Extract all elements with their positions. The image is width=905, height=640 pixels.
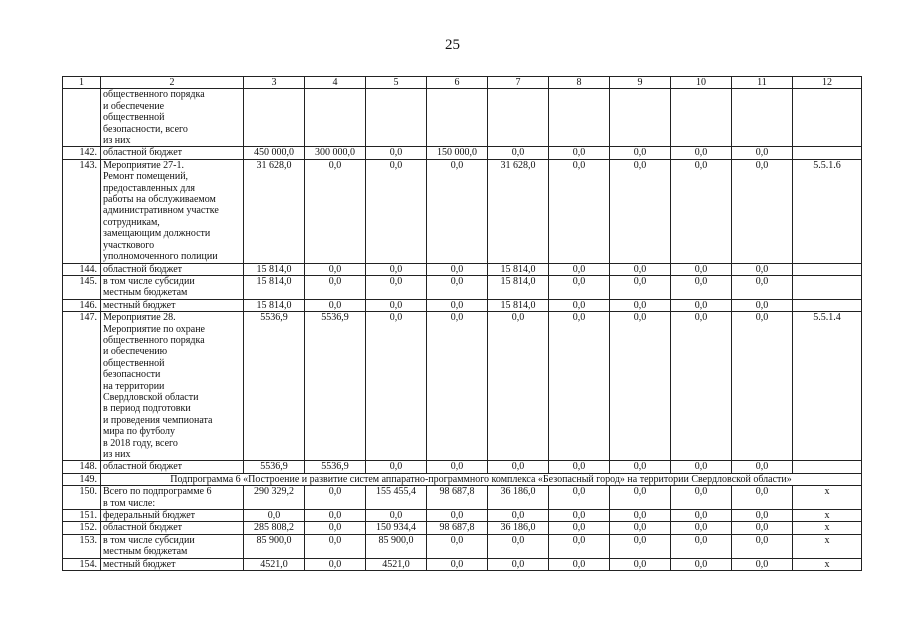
value-cell: x — [793, 486, 862, 510]
value-cell: 0,0 — [488, 510, 549, 522]
value-cell: 0,0 — [732, 263, 793, 275]
value-cell: 5.5.1.4 — [793, 312, 862, 461]
value-cell: 0,0 — [610, 522, 671, 534]
column-header: 1 — [63, 77, 101, 89]
value-cell: x — [793, 534, 862, 558]
row-label: областной бюджет — [101, 461, 244, 473]
value-cell: 0,0 — [549, 299, 610, 311]
value-cell: 0,0 — [305, 522, 366, 534]
table-body — [63, 77, 862, 571]
value-cell: 0,0 — [549, 147, 610, 159]
value-cell: 0,0 — [732, 534, 793, 558]
row-label: местный бюджет — [101, 558, 244, 570]
value-cell: 450 000,0 — [244, 147, 305, 159]
value-cell — [732, 89, 793, 147]
value-cell — [488, 89, 549, 147]
value-cell: 0,0 — [671, 534, 732, 558]
value-cell: 0,0 — [549, 510, 610, 522]
value-cell: 0,0 — [732, 299, 793, 311]
value-cell: 0,0 — [427, 461, 488, 473]
value-cell: 0,0 — [488, 534, 549, 558]
value-cell: 0,0 — [732, 461, 793, 473]
value-cell: 0,0 — [610, 159, 671, 263]
row-number: 145. — [63, 275, 101, 299]
value-cell: 0,0 — [427, 159, 488, 263]
value-cell: 0,0 — [427, 510, 488, 522]
value-cell: 0,0 — [366, 312, 427, 461]
row-label: общественного порядка и обеспечение общественной безопасности, всего из них — [101, 89, 244, 147]
value-cell: 0,0 — [305, 159, 366, 263]
value-cell: 85 900,0 — [366, 534, 427, 558]
value-cell: 0,0 — [732, 312, 793, 461]
value-cell: 0,0 — [427, 312, 488, 461]
value-cell: 0,0 — [610, 558, 671, 570]
row-number: 151. — [63, 510, 101, 522]
table-row — [63, 461, 862, 473]
value-cell: 0,0 — [549, 534, 610, 558]
value-cell: 0,0 — [671, 522, 732, 534]
value-cell: 0,0 — [549, 312, 610, 461]
value-cell: 0,0 — [427, 275, 488, 299]
value-cell: 0,0 — [366, 147, 427, 159]
value-cell: x — [793, 558, 862, 570]
column-header: 6 — [427, 77, 488, 89]
value-cell: 0,0 — [366, 263, 427, 275]
value-cell: 0,0 — [549, 558, 610, 570]
value-cell: 0,0 — [305, 299, 366, 311]
value-cell — [610, 89, 671, 147]
value-cell: 0,0 — [305, 558, 366, 570]
value-cell: 150 934,4 — [366, 522, 427, 534]
value-cell: 0,0 — [488, 558, 549, 570]
row-number: 147. — [63, 312, 101, 461]
value-cell: 36 186,0 — [488, 522, 549, 534]
value-cell: 0,0 — [610, 299, 671, 311]
value-cell: 0,0 — [610, 461, 671, 473]
table-row — [63, 299, 862, 311]
value-cell: x — [793, 510, 862, 522]
column-header: 10 — [671, 77, 732, 89]
value-cell: 300 000,0 — [305, 147, 366, 159]
value-cell: 0,0 — [671, 558, 732, 570]
value-cell: 0,0 — [732, 522, 793, 534]
value-cell: 5536,9 — [244, 461, 305, 473]
value-cell: 31 628,0 — [244, 159, 305, 263]
value-cell: 0,0 — [671, 461, 732, 473]
row-label: областной бюджет — [101, 263, 244, 275]
value-cell — [793, 89, 862, 147]
value-cell: 0,0 — [549, 461, 610, 473]
value-cell: 0,0 — [732, 486, 793, 510]
value-cell: 0,0 — [732, 558, 793, 570]
value-cell: 0,0 — [671, 275, 732, 299]
value-cell: 15 814,0 — [488, 299, 549, 311]
header-row — [63, 77, 862, 89]
value-cell: 0,0 — [671, 263, 732, 275]
value-cell — [549, 89, 610, 147]
value-cell: 0,0 — [366, 461, 427, 473]
row-label: в том числе субсидии местным бюджетам — [101, 534, 244, 558]
row-number: 154. — [63, 558, 101, 570]
table-row — [63, 558, 862, 570]
column-header: 3 — [244, 77, 305, 89]
value-cell: 0,0 — [427, 299, 488, 311]
row-label: в том числе субсидии местным бюджетам — [101, 275, 244, 299]
value-cell: 150 000,0 — [427, 147, 488, 159]
row-label: федеральный бюджет — [101, 510, 244, 522]
column-header: 5 — [366, 77, 427, 89]
value-cell: 0,0 — [732, 275, 793, 299]
row-number: 142. — [63, 147, 101, 159]
value-cell: 0,0 — [671, 147, 732, 159]
value-cell: 0,0 — [671, 312, 732, 461]
value-cell: 15 814,0 — [244, 299, 305, 311]
value-cell: 0,0 — [366, 299, 427, 311]
column-header: 9 — [610, 77, 671, 89]
table-row — [63, 89, 862, 147]
value-cell: 31 628,0 — [488, 159, 549, 263]
page-number: 25 — [445, 37, 460, 53]
value-cell: 0,0 — [305, 534, 366, 558]
row-number: 144. — [63, 263, 101, 275]
value-cell — [305, 89, 366, 147]
table-row — [63, 486, 862, 510]
value-cell: 0,0 — [549, 275, 610, 299]
value-cell — [793, 147, 862, 159]
value-cell — [793, 299, 862, 311]
value-cell — [793, 263, 862, 275]
value-cell: 0,0 — [305, 275, 366, 299]
row-number: 153. — [63, 534, 101, 558]
value-cell: 290 329,2 — [244, 486, 305, 510]
table-row — [63, 534, 862, 558]
value-cell: 285 808,2 — [244, 522, 305, 534]
value-cell: 0,0 — [366, 510, 427, 522]
row-number — [63, 89, 101, 147]
value-cell: 0,0 — [366, 159, 427, 263]
row-label: Всего по подпрограмме 6 в том числе: — [101, 486, 244, 510]
value-cell: 0,0 — [610, 312, 671, 461]
value-cell: 0,0 — [610, 275, 671, 299]
value-cell: 98 687,8 — [427, 486, 488, 510]
column-header: 12 — [793, 77, 862, 89]
value-cell: 155 455,4 — [366, 486, 427, 510]
column-header: 8 — [549, 77, 610, 89]
row-label: Мероприятие 27-1. Ремонт помещений, предоставленных для работы на обслуживаемом административном участке сотрудникам, замещающим должности участкового уполномоченного полиции — [101, 159, 244, 263]
budget-table — [62, 76, 862, 571]
column-header: 11 — [732, 77, 793, 89]
row-number: 150. — [63, 486, 101, 510]
row-number: 146. — [63, 299, 101, 311]
value-cell: 0,0 — [671, 159, 732, 263]
value-cell: 0,0 — [305, 510, 366, 522]
column-header: 7 — [488, 77, 549, 89]
row-number: 148. — [63, 461, 101, 473]
value-cell: 0,0 — [366, 275, 427, 299]
table-row — [63, 312, 862, 461]
value-cell: 5536,9 — [305, 312, 366, 461]
value-cell: 0,0 — [671, 299, 732, 311]
row-label: областной бюджет — [101, 522, 244, 534]
table-row — [63, 275, 862, 299]
value-cell — [427, 89, 488, 147]
value-cell: 0,0 — [671, 510, 732, 522]
value-cell: 36 186,0 — [488, 486, 549, 510]
value-cell: 0,0 — [732, 510, 793, 522]
value-cell: 4521,0 — [244, 558, 305, 570]
row-label: местный бюджет — [101, 299, 244, 311]
value-cell: 0,0 — [732, 147, 793, 159]
row-label: Мероприятие 28. Мероприятие по охране общественного порядка и обеспечению общественной безопасности на территории Свердловской области в период подготовки и проведения чемпионата мира по футболу в 2018 году, всего из них — [101, 312, 244, 461]
value-cell — [366, 89, 427, 147]
column-header: 2 — [101, 77, 244, 89]
value-cell: x — [793, 522, 862, 534]
row-number: 152. — [63, 522, 101, 534]
value-cell: 0,0 — [610, 147, 671, 159]
table-row — [63, 263, 862, 275]
value-cell: 0,0 — [549, 486, 610, 510]
value-cell — [671, 89, 732, 147]
column-header: 4 — [305, 77, 366, 89]
value-cell: 0,0 — [488, 312, 549, 461]
value-cell: 0,0 — [671, 486, 732, 510]
value-cell: 0,0 — [427, 534, 488, 558]
value-cell: 85 900,0 — [244, 534, 305, 558]
value-cell: 5536,9 — [305, 461, 366, 473]
table-row — [63, 510, 862, 522]
value-cell — [793, 461, 862, 473]
value-cell: 5.5.1.6 — [793, 159, 862, 263]
value-cell: 0,0 — [732, 159, 793, 263]
value-cell: 4521,0 — [366, 558, 427, 570]
value-cell: 15 814,0 — [244, 263, 305, 275]
value-cell: 0,0 — [305, 486, 366, 510]
value-cell: 0,0 — [549, 522, 610, 534]
value-cell: 15 814,0 — [244, 275, 305, 299]
value-cell — [244, 89, 305, 147]
value-cell: 0,0 — [610, 534, 671, 558]
value-cell: 0,0 — [610, 510, 671, 522]
table-row — [63, 147, 862, 159]
section-row — [63, 473, 862, 485]
value-cell: 0,0 — [549, 263, 610, 275]
value-cell: 0,0 — [305, 263, 366, 275]
value-cell: 0,0 — [488, 461, 549, 473]
value-cell: 98 687,8 — [427, 522, 488, 534]
value-cell: 5536,9 — [244, 312, 305, 461]
value-cell: 0,0 — [549, 159, 610, 263]
value-cell: 15 814,0 — [488, 275, 549, 299]
value-cell: 0,0 — [610, 486, 671, 510]
value-cell: 15 814,0 — [488, 263, 549, 275]
value-cell: 0,0 — [610, 263, 671, 275]
value-cell: 0,0 — [427, 558, 488, 570]
row-number: 143. — [63, 159, 101, 263]
row-label: областной бюджет — [101, 147, 244, 159]
section-title: Подпрограмма 6 «Построение и развитие систем аппаратно-программного комплекса «Безопасный город» на территории Свердловской области» — [101, 473, 862, 485]
value-cell: 0,0 — [244, 510, 305, 522]
table-row — [63, 159, 862, 263]
table-row — [63, 522, 862, 534]
value-cell: 0,0 — [488, 147, 549, 159]
value-cell — [793, 275, 862, 299]
row-number: 149. — [63, 473, 101, 485]
value-cell: 0,0 — [427, 263, 488, 275]
